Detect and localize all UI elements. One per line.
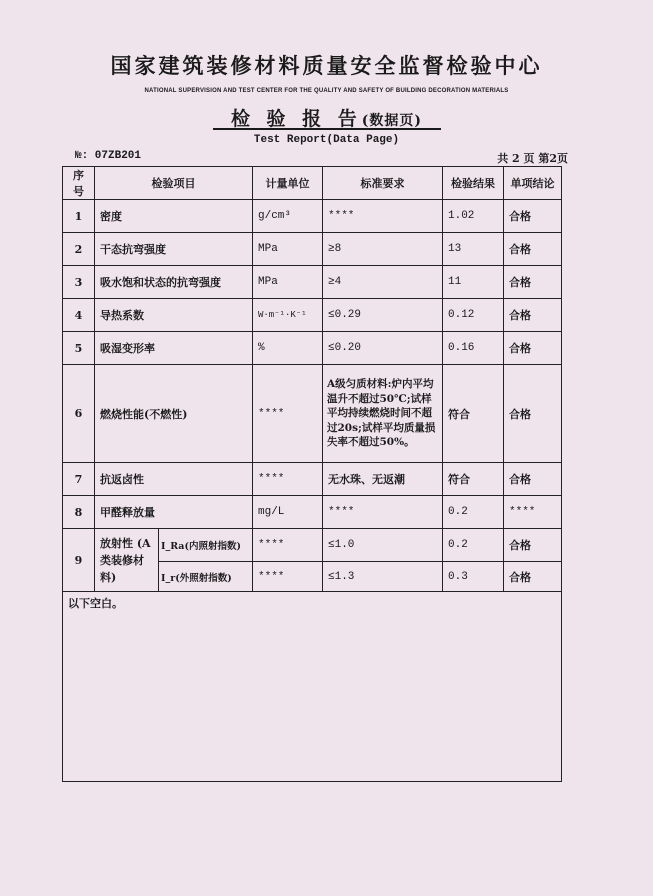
cell-unit: g/cm³ [253,200,323,233]
col-header-item: 检验项目 [95,167,253,200]
cell-seq: 9 [63,529,95,592]
cell-item: 甲醛释放量 [95,496,253,529]
cell-item: 燃烧性能(不燃性) [95,365,253,463]
organization-name-en: NATIONAL SUPERVISION AND TEST CENTER FOR THE QUALITY AND SAFETY OF BUILDING DECORATION MATERIALS [144,88,509,94]
cell-seq: 8 [63,496,95,529]
cell-conclusion: 合格 [504,529,562,562]
cell-requirement: ≤1.0 [323,529,443,562]
col-header-result: 检验结果 [443,167,504,200]
col-header-requirement: 标准要求 [323,167,443,200]
cell-sub-item: I_r(外照射指数) [159,562,253,592]
report-title-sub: (数据页) [361,113,423,129]
cell-result: 0.2 [443,496,504,529]
cell-seq: 1 [63,200,95,233]
cell-conclusion: 合格 [504,233,562,266]
cell-conclusion: 合格 [504,463,562,496]
table-row [63,496,562,529]
cell-seq: 4 [63,299,95,332]
cell-item: 密度 [95,200,253,233]
table-row [63,332,562,365]
organization-name-cn: 国家建筑装修材料质量安全监督检验中心 [110,53,543,78]
cell-item: 放射性 (A 类装修材料) [95,529,159,592]
col-header-seq: 序号 [63,167,95,200]
cell-result: 符合 [443,365,504,463]
cell-requirement: ≥8 [323,233,443,266]
cell-requirement: ≤0.20 [323,332,443,365]
title-underline [213,128,441,130]
cell-conclusion: **** [504,496,562,529]
cell-requirement: ≤1.3 [323,562,443,592]
cell-requirement: **** [323,200,443,233]
table-row [63,200,562,233]
cell-unit: % [253,332,323,365]
report-title-main: 检 验 报 告 [230,108,362,130]
cell-item: 吸水饱和状态的抗弯强度 [95,266,253,299]
cell-seq: 2 [63,233,95,266]
cell-result: 13 [443,233,504,266]
table-row [63,299,562,332]
data-table [62,166,562,782]
cell-result: 0.3 [443,562,504,592]
col-header-unit: 计量单位 [253,167,323,200]
cell-conclusion: 合格 [504,299,562,332]
cell-requirement: 无水珠、无返潮 [323,463,443,496]
cell-sub-item: I_Ra(内照射指数) [159,529,253,562]
cell-conclusion: 合格 [504,266,562,299]
report-title [0,104,653,131]
cell-seq: 3 [63,266,95,299]
cell-requirement: ≤0.29 [323,299,443,332]
report-title-en: Test Report(Data Page) [253,134,400,146]
cell-requirement: **** [323,496,443,529]
cell-result: 0.16 [443,332,504,365]
cell-unit: **** [253,463,323,496]
cell-item: 吸湿变形率 [95,332,253,365]
cell-result: 0.12 [443,299,504,332]
cell-conclusion: 合格 [504,562,562,592]
cell-seq: 7 [63,463,95,496]
cell-unit: MPa [253,233,323,266]
cell-seq: 6 [63,365,95,463]
cell-conclusion: 合格 [504,200,562,233]
cell-requirement: ≥4 [323,266,443,299]
cell-seq: 5 [63,332,95,365]
cell-result: 1.02 [443,200,504,233]
cell-item: 导热系数 [95,299,253,332]
col-header-conclusion: 单项结论 [504,167,562,200]
cell-item: 抗返卤性 [95,463,253,496]
cell-unit: mg/L [253,496,323,529]
cell-unit: **** [253,562,323,592]
table-row-radioactivity [63,529,562,562]
cell-unit: W·m⁻¹·K⁻¹ [253,299,323,332]
table-header-row [63,167,562,200]
report-number: №: 07ZB201 [75,150,142,162]
cell-unit: MPa [253,266,323,299]
cell-item: 干态抗弯强度 [95,233,253,266]
table-row [63,266,562,299]
cell-result: 0.2 [443,529,504,562]
table-note-row [63,592,562,782]
cell-conclusion: 合格 [504,365,562,463]
table-row [63,365,562,463]
table-row [63,233,562,266]
page-count: 共 2 页 第2页 [497,152,568,165]
cell-result: 符合 [443,463,504,496]
cell-unit: **** [253,365,323,463]
cell-result: 11 [443,266,504,299]
blank-note: 以下空白。 [63,592,562,782]
cell-conclusion: 合格 [504,332,562,365]
cell-requirement: A级匀质材料:炉内平均温升不超过50℃;试样平均持续燃烧时间不超过20s;试样平均质量损失率不超过50%。 [323,365,443,463]
cell-unit: **** [253,529,323,562]
table-row [63,463,562,496]
